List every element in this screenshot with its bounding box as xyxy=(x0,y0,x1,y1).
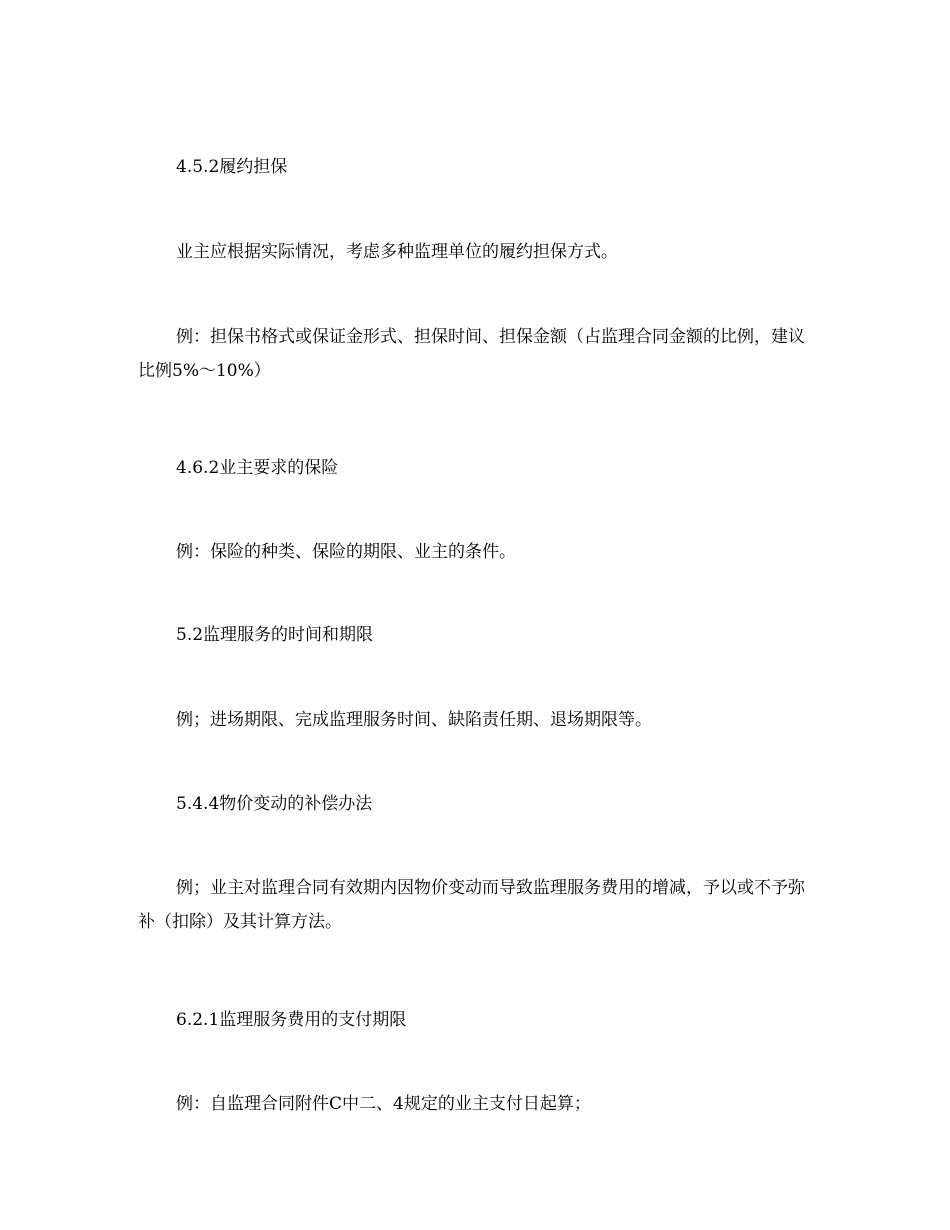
section-heading-4-5-2: 4.5.2履约担保 xyxy=(176,157,288,177)
section-heading-6-2-1: 6.2.1监理服务费用的支付期限 xyxy=(176,1010,407,1030)
paragraph-example: 例：保险的种类、保险的期限、业主的条件。 xyxy=(176,542,516,562)
paragraph-example: 例：自监理合同附件C中二、4规定的业主支付日起算； xyxy=(176,1094,591,1114)
section-heading-4-6-2: 4.6.2业主要求的保险 xyxy=(176,458,339,478)
paragraph-text: 业主应根据实际情况，考虑多种监理单位的履约担保方式。 xyxy=(176,242,618,262)
paragraph-example: 例：担保书格式或保证金形式、担保时间、担保金额（占监理合同金额的比例，建议比例5%～10%） xyxy=(138,327,805,381)
section-heading-5-2: 5.2监理服务的时间和期限 xyxy=(176,625,374,645)
section-heading-5-4-4: 5.4.4物价变动的补偿办法 xyxy=(176,794,373,814)
paragraph-example: 例；业主对监理合同有效期内因物价变动而导致监理服务费用的增减，予以或不予弥补（扣除）及其计算方法。 xyxy=(138,878,805,932)
paragraph-example: 例；进场期限、完成监理服务时间、缺陷责任期、退场期限等。 xyxy=(176,710,652,730)
